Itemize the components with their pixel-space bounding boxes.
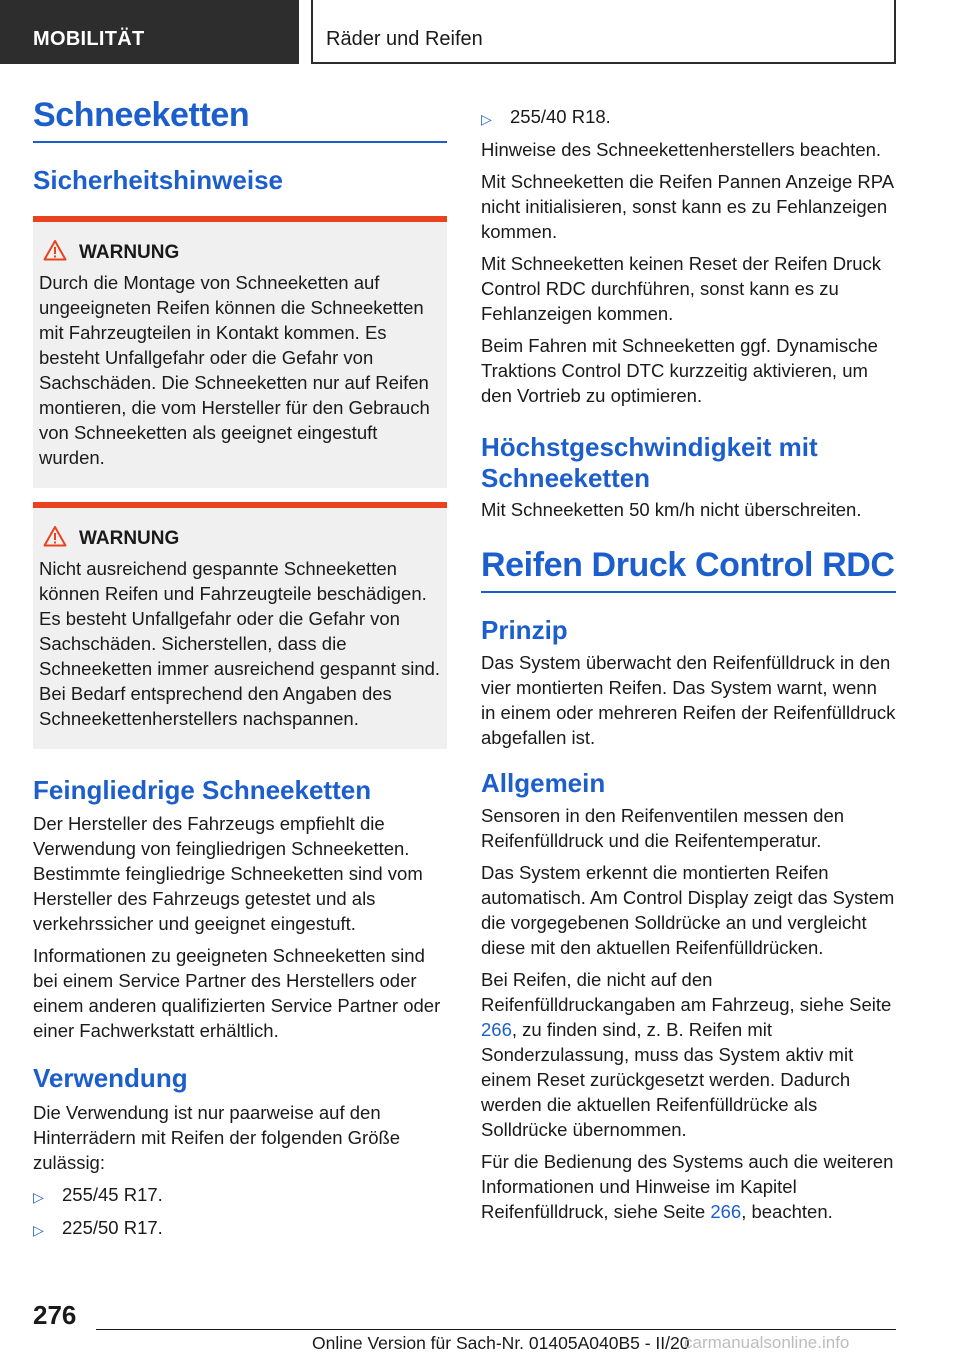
paragraph: Sensoren in den Reifenventilen messen den Reifenfülldruck und die Reifentemperatur. [481, 804, 845, 851]
list-item: ▷ 225/50 R17. [33, 1215, 447, 1240]
paragraph: Hinweise des Schneekettenherstellers beachten. [481, 139, 882, 160]
tire-size-list [33, 1182, 447, 1240]
warning-text: Nicht ausreichend gespannte Schneeketten können Reifen und Fahrzeugteile beschädigen. Es besteht Unfallgefahr oder die Gefahr von Sachschäden. Sicherstellen, dass die Schneeketten immer ausreichend gespannt sind. Bei Bedarf entsprechend den Angaben des Schneekettenherstellers nachspannen. [39, 557, 441, 729]
paragraph: Das System überwacht den Reifenfülldruck in den vier montierten Reifen. Das System warnt, wenn in einem oder mehreren Reifen der Reifenfülldruck abgefallen ist. [481, 652, 896, 749]
paragraph: Bei Reifen, die nicht auf den Reifenfülldruckangaben am Fahrzeug, siehe Seite 266, zu finden sind, z. B. Reifen mit Sonderzulassung, muss das System aktiv mit einem Reset zurückgesetzt werden. Dadurch werden die aktuellen Reifenfülldrücke als Solldrücke übernommen. [481, 968, 892, 1140]
paragraph: Informationen zu geeigneten Schneeketten sind bei einem Service Partner des Herstellers oder einem anderen qualifizierten Service Partner oder einer Fachwerkstatt erhältlich. [33, 945, 441, 1042]
chapter-label: Räder und Reifen [326, 28, 483, 50]
left-column [33, 96, 447, 1248]
paragraph: Das System erkennt die montierten Reifen automatisch. Am Control Display zeigt das System die vorgegebenen Solldrücke an und vergleicht diese mit den aktuellen Reifenfülldrücken. [481, 861, 895, 958]
paragraph: Mit Schneeketten die Reifen Pannen Anzeige RPA nicht initialisieren, sonst kann es zu Fehlanzeigen kommen. [481, 171, 894, 242]
paragraph: Beim Fahren mit Schneeketten ggf. Dynamische Traktions Control DTC kurzzeitig aktivieren, um den Vortrieb zu optimieren. [481, 335, 878, 406]
paragraph: Der Hersteller des Fahrzeugs empfiehlt die Verwendung von feingliedrigen Schneeketten. Bestimmte feingliedrige Schneeketten sind vom Hersteller des Fahrzeugs getestet und als verkehrssicher und geeignet eingestuft. [33, 813, 423, 935]
warning-box-1 [33, 216, 447, 488]
triangle-bullet-icon: ▷ [481, 111, 492, 127]
warning-text: Durch die Montage von Schneeketten auf ungeeigneten Reifen können die Schneeketten mit Fahrzeugteilen in Kontakt kommen. Es besteht Unfallgefahr oder die Gefahr von Sachschäden. Die Schneeketten nur auf Reifen montieren, die vom Hersteller für den Gebrauch von Schneeketten als geeignet eingestuft wurden. [39, 271, 430, 468]
warning-box-2 [33, 502, 447, 749]
page-link[interactable]: 266 [710, 1200, 742, 1222]
title-rdc: Reifen Druck Control RDC [481, 546, 896, 593]
tire-size-list [481, 104, 896, 129]
online-version-text: Online Version für Sach-Nr. 01405A040B5 - II/20 [312, 1333, 690, 1353]
warning-label: WARNUNG [79, 527, 180, 549]
right-column [481, 104, 896, 1231]
paragraph: Mit Schneeketten keinen Reset der Reifen Druck Control RDC durchführen, sonst kann es zu Fehlanzeigen kommen. [481, 253, 882, 324]
warning-label: WARNUNG [79, 241, 180, 263]
heading-verwendung: Verwendung [33, 1063, 188, 1094]
page-link[interactable]: 266 [481, 1018, 512, 1040]
footer-rule [96, 1329, 896, 1330]
triangle-bullet-icon: ▷ [33, 1189, 44, 1206]
paragraph: Mit Schneeketten 50 km/h nicht überschreiten. [481, 499, 862, 521]
section-tab [0, 0, 299, 64]
section-label: MOBILITÄT [33, 28, 145, 50]
page-number: 276 [33, 1300, 77, 1330]
warning-triangle-icon [43, 525, 67, 547]
heading-sicherheitshinweise: Sicherheitshinweise [33, 165, 283, 196]
heading-allgemein: Allgemein [481, 768, 606, 799]
list-item: ▷ 255/45 R17. [33, 1182, 447, 1207]
triangle-bullet-icon: ▷ [33, 1222, 44, 1239]
heading-prinzip: Prinzip [481, 615, 568, 646]
heading-feingliedrige: Feingliedrige Schneeketten [33, 774, 372, 805]
warning-triangle-icon [43, 239, 67, 261]
heading-hoechstgeschwindigkeit: Höchstgeschwindigkeit mit Schneeketten [481, 432, 818, 493]
watermark: carmanualsonline.info [684, 1333, 850, 1352]
list-item: ▷ 255/40 R18. [481, 104, 896, 129]
paragraph: Für die Bedienung des Systems auch die weiteren Informationen und Hinweise im Kapitel Reifenfülldruck, siehe Seite 266, beachten. [481, 1150, 894, 1222]
paragraph: Die Verwendung ist nur paarweise auf den Hinterrädern mit Reifen der folgenden Größe zulässig: [33, 1102, 401, 1174]
title-schneeketten: Schneeketten [33, 96, 447, 143]
chapter-tab [311, 0, 896, 64]
